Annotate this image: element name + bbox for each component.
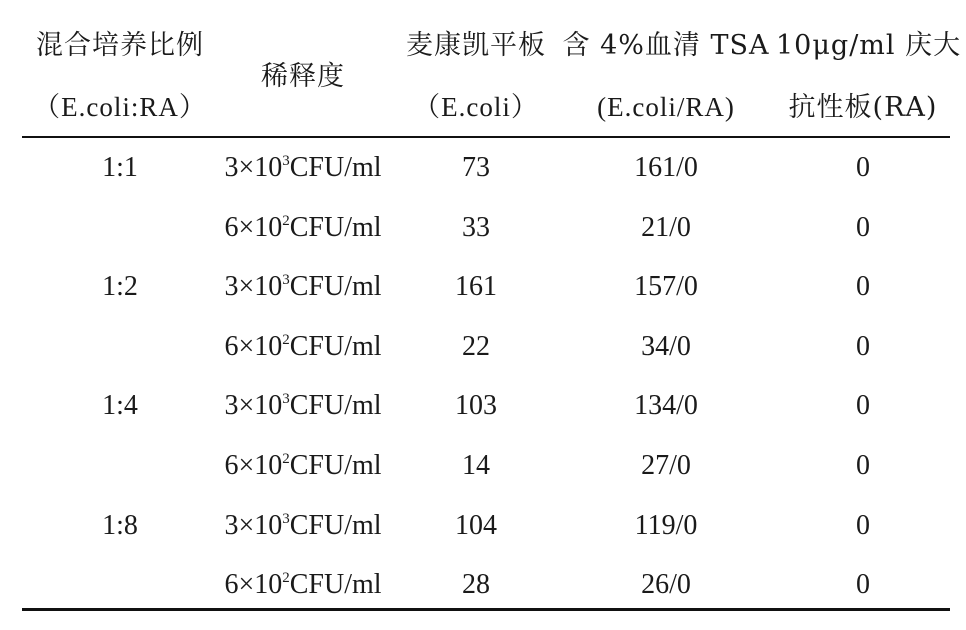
dilution-unit: CFU/ml xyxy=(289,510,382,541)
dilution-unit: CFU/ml xyxy=(289,569,382,600)
dilution-unit: CFU/ml xyxy=(289,450,382,481)
cell-dilution xyxy=(218,333,388,361)
cell-gentamicin: 0 xyxy=(856,569,870,600)
cell-gentamicin: 0 xyxy=(856,390,870,421)
dilution-coefficient: 3×10 xyxy=(224,271,283,302)
cell-gentamicin: 0 xyxy=(856,331,870,362)
cell-tsa: 34/0 xyxy=(641,331,691,362)
dilution-exponent: 3 xyxy=(282,391,290,407)
cell-gentamicin: 0 xyxy=(856,212,870,243)
header-macconkey-line2: （E.coli） xyxy=(413,92,539,122)
dilution-coefficient: 6×10 xyxy=(224,450,283,481)
cell-gentamicin: 0 xyxy=(856,510,870,541)
dilution-unit: CFU/ml xyxy=(289,212,382,243)
cell-gentamicin: 0 xyxy=(856,152,870,183)
cell-tsa: 134/0 xyxy=(634,390,698,421)
data-table xyxy=(22,0,962,630)
dilution-exponent: 2 xyxy=(282,332,290,348)
dilution-coefficient: 6×10 xyxy=(224,331,283,362)
dilution-exponent: 3 xyxy=(282,153,290,169)
cell-dilution xyxy=(218,452,388,480)
cell-dilution xyxy=(218,392,388,420)
dilution-coefficient: 6×10 xyxy=(224,569,283,600)
cell-tsa: 21/0 xyxy=(641,212,691,243)
cell-dilution xyxy=(218,512,388,540)
bottom-rule xyxy=(22,608,950,611)
cell-tsa: 26/0 xyxy=(641,569,691,600)
cell-dilution xyxy=(218,214,388,242)
dilution-exponent: 3 xyxy=(282,272,290,288)
cell-macconkey: 28 xyxy=(462,569,490,600)
dilution-exponent: 2 xyxy=(282,570,290,586)
cell-ratio: 1:4 xyxy=(102,390,138,421)
header-rule xyxy=(22,136,950,138)
header-dilution: 稀释度 xyxy=(261,61,345,92)
cell-tsa: 157/0 xyxy=(634,271,698,302)
dilution-coefficient: 3×10 xyxy=(224,152,283,183)
dilution-unit: CFU/ml xyxy=(289,152,382,183)
dilution-unit: CFU/ml xyxy=(289,331,382,362)
cell-tsa: 27/0 xyxy=(641,450,691,481)
cell-macconkey: 14 xyxy=(462,450,490,481)
cell-tsa: 119/0 xyxy=(634,510,698,541)
header-gentamicin-line2: 抗性板(RA) xyxy=(788,92,938,123)
cell-ratio: 1:2 xyxy=(102,271,138,302)
header-tsa-line2: (E.coli/RA) xyxy=(597,92,735,122)
dilution-unit: CFU/ml xyxy=(289,390,382,421)
header-gentamicin-line1: 10μg/ml 庆大 xyxy=(776,30,962,61)
dilution-coefficient: 6×10 xyxy=(224,212,283,243)
cell-macconkey: 73 xyxy=(462,152,490,183)
cell-ratio: 1:8 xyxy=(102,510,138,541)
header-ratio-line1: 混合培养比例 xyxy=(36,30,204,61)
cell-ratio: 1:1 xyxy=(102,152,138,183)
dilution-unit: CFU/ml xyxy=(289,271,382,302)
cell-macconkey: 103 xyxy=(455,390,497,421)
cell-dilution xyxy=(218,571,388,599)
header-macconkey-line1: 麦康凯平板 xyxy=(406,30,546,61)
cell-gentamicin: 0 xyxy=(856,271,870,302)
header-tsa-line1: 含 4%血清 TSA xyxy=(562,30,770,61)
header-ratio-line2: （E.coli:RA） xyxy=(33,92,207,122)
dilution-coefficient: 3×10 xyxy=(224,510,283,541)
cell-macconkey: 22 xyxy=(462,331,490,362)
cell-dilution xyxy=(218,154,388,182)
dilution-exponent: 3 xyxy=(282,511,290,527)
dilution-coefficient: 3×10 xyxy=(224,390,283,421)
cell-macconkey: 104 xyxy=(455,510,497,541)
cell-dilution xyxy=(218,273,388,301)
dilution-exponent: 2 xyxy=(282,451,290,467)
dilution-exponent: 2 xyxy=(282,213,290,229)
cell-macconkey: 33 xyxy=(462,212,490,243)
cell-tsa: 161/0 xyxy=(634,152,698,183)
cell-gentamicin: 0 xyxy=(856,450,870,481)
cell-macconkey: 161 xyxy=(455,271,497,302)
